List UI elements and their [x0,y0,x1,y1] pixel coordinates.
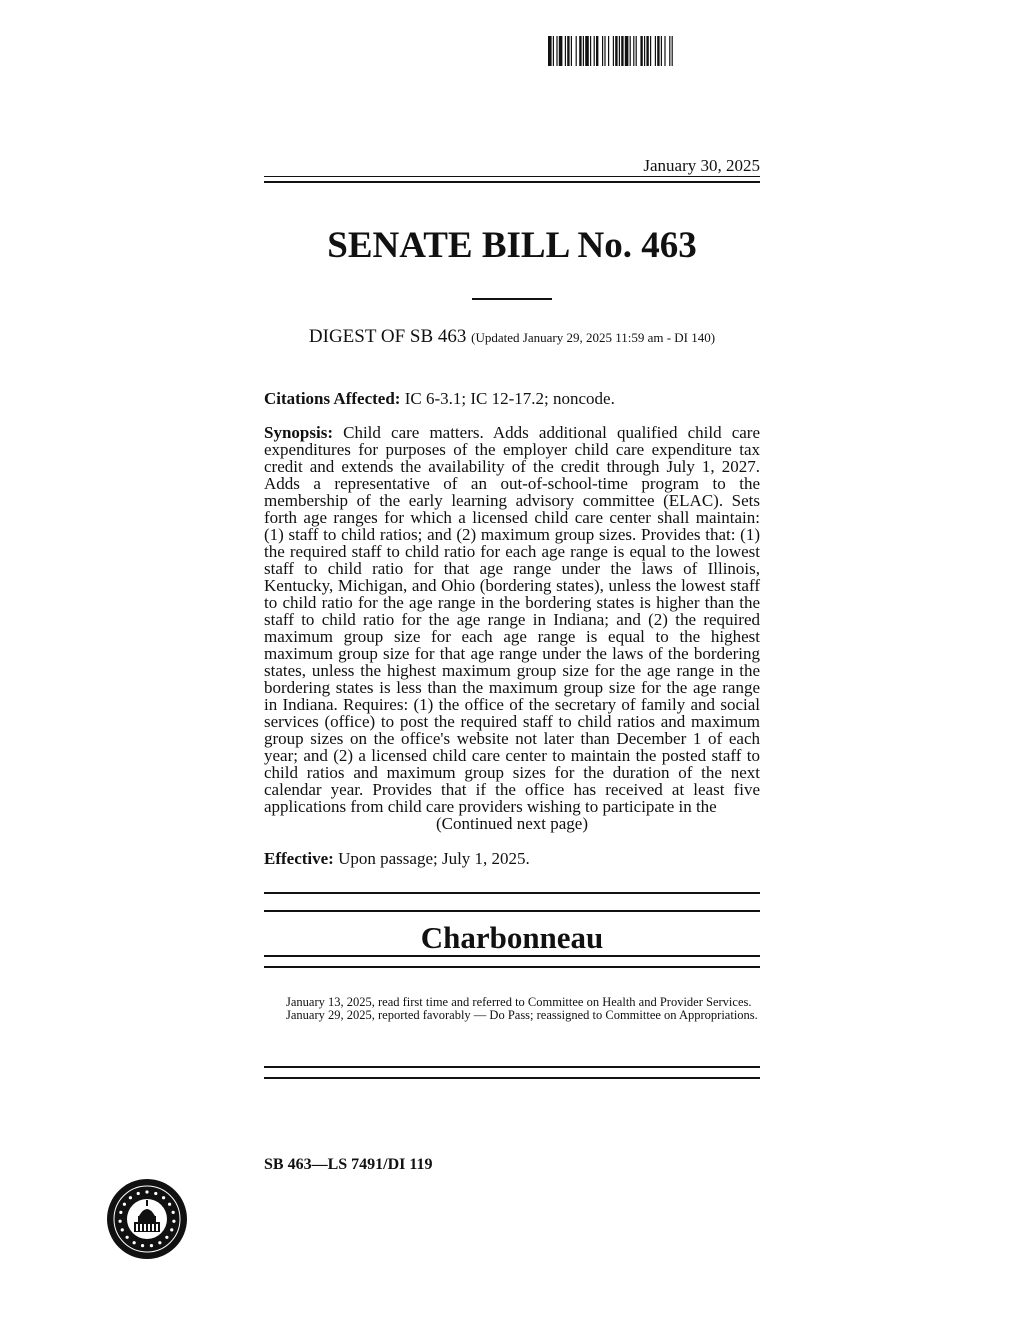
history-rule-1 [264,1066,760,1068]
bill-identifier: SB 463—LS 7491/DI 119 [264,1156,433,1173]
sponsor-rule-2 [264,910,760,912]
history-entry: January 29, 2025, reported favorably — Do Pass; reassigned to Committee on Appropriations. [286,1007,758,1022]
effective-date [264,850,760,867]
effective-label: Effective: [264,849,334,868]
citations-value: IC 6-3.1; IC 12-17.2; noncode. [404,389,615,408]
digest-updated: (Updated January 29, 2025 11:59 am - DI 140) [471,330,716,345]
state-seal-icon [106,1178,188,1260]
digest-heading [0,326,1024,348]
sponsor-name: Charbonneau [420,920,604,955]
synopsis [264,424,760,815]
header-rule-thick [264,181,760,183]
effective-value: Upon passage; July 1, 2025. [338,849,530,868]
title-divider [472,298,552,300]
history-entry: January 13, 2025, read first time and referred to Committee on Health and Provider Services. [286,995,752,1009]
sponsor-rule-3 [264,955,760,957]
citations-label: Citations Affected: [264,389,401,408]
barcode-icon [548,36,784,66]
legislative-history [264,996,760,1021]
synopsis-text: Child care matters. Adds additional qualified child care expenditures for purposes of the employer child care expenditure tax credit and extends the availability of the credit through July 1, 2027. Adds a representative of an out-of-school-time program to the membership of the early learning advisory committee (ELAC). Sets forth age ranges for which a licensed child care center shall maintain: (1) staff to child ratios; and (2) maximum group sizes. Provides that: (1) the required staff to child ratio for each age range is equal to the lowest staff to child ratio for that age range under the laws of Illinois, Kentucky, Michigan, and Ohio (bordering states), unless the lowest staff to child ratio for the age range in the bordering states is higher than the staff to child ratio for the age range in Indiana; and (2) the required maximum group size for each age range is equal to the highest maximum group size for that age range under the laws of the bordering states, unless the highest maximum group size for the age range in the bordering states is less than the maximum group size for the age range in Indiana. Requires: (1) the office of the secretary of family and social services (office) to post the required staff to child ratios and maximum group sizes on the office's website not later than December 1 of each year; and (2) a licensed child care center to maintain the posted staff to child ratios and maximum group sizes for the duration of the next calendar year. Provides that if the office has received at least five applications from child care providers wishing to participate in the [264,423,760,816]
continued-note: (Continued next page) [435,814,588,833]
sponsor-rule-4 [264,966,760,968]
bill-title: SENATE BILL No. 463 [327,225,697,266]
digest-title: DIGEST OF SB 463 [308,326,467,347]
citations-affected [264,390,760,407]
synopsis-label: Synopsis: [264,423,333,442]
sponsor-rule-1 [264,892,760,894]
bill-date: January 30, 2025 [643,156,760,175]
header-rule-thin [264,176,760,177]
history-rule-2 [264,1077,760,1079]
